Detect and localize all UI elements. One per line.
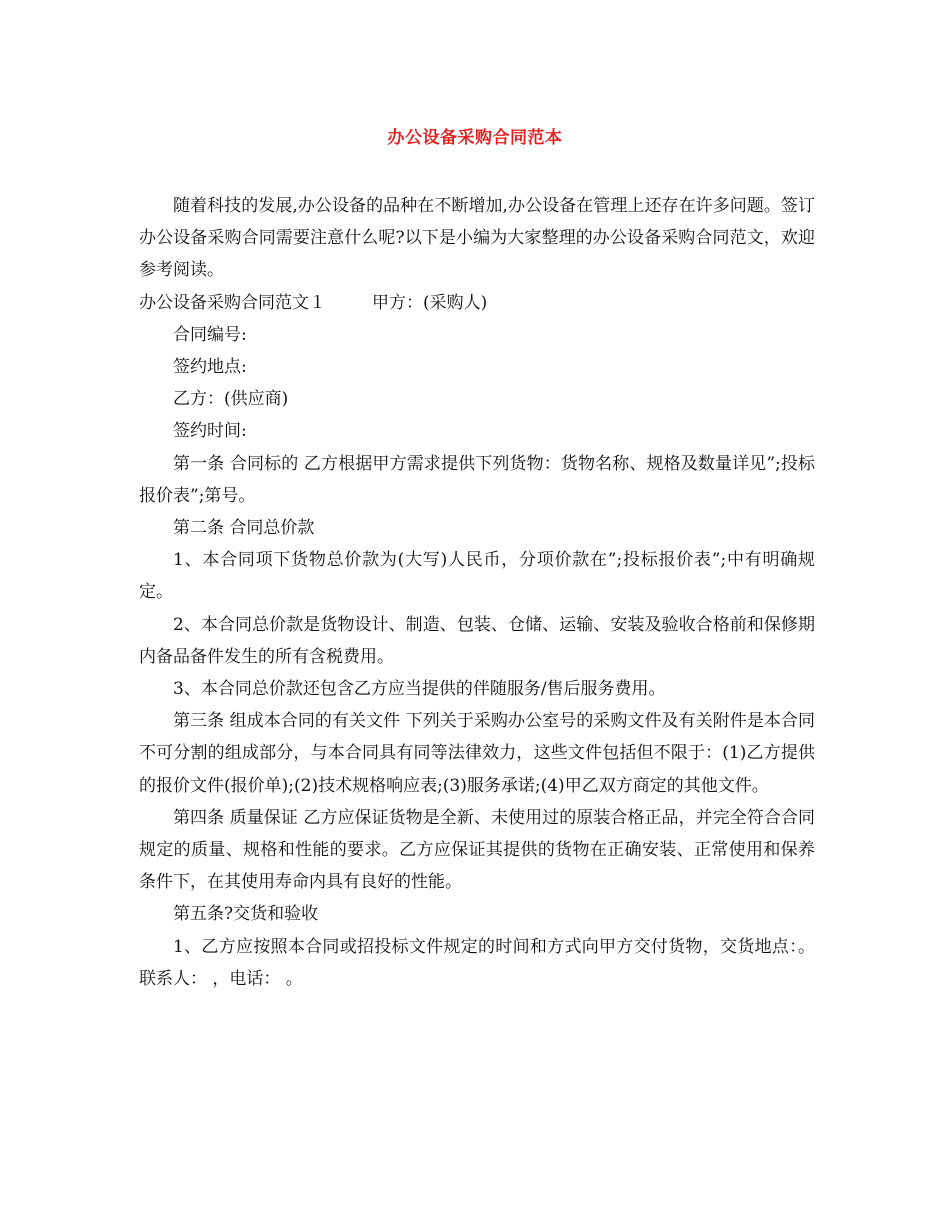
article-4: 第四条 质量保证 乙方应保证货物是全新、未使用过的原装合格正品，并完全符合合同规定的质量、规格和性能的要求。乙方应保证其提供的货物在正确安装、正常使用和保养条件下，在其使用寿命内具有良好的性能。 [139, 807, 815, 893]
document-title: 办公设备采购合同范本 [387, 128, 563, 148]
article-2-clause-1: 1、本合同项下货物总价款为(大写)人民币，分项价款在”;投标报价表”;中有明确规定。 [139, 550, 815, 603]
article-2-clause-2: 2、本合同总价款是货物设计、制造、包装、仓储、运输、安装及验收合格前和保修期内备品备件发生的所有含税费用。 [139, 614, 815, 667]
sample-heading: 办公设备采购合同范文１ [139, 292, 326, 313]
article-2-title: 第二条 合同总价款 [173, 518, 315, 539]
party-b-field: 乙方：(供应商) [173, 389, 289, 410]
article-3: 第三条 组成本合同的有关文件 下列关于采购办公室号的采购文件及有关附件是本合同不可分割的组成部分，与本合同具有同等法律效力，这些文件包括但不限于：(1)乙方提供的报价文件(报价单);(2)技术规格响应表;(3)服务承诺;(4)甲乙双方商定的其他文件。 [139, 711, 815, 796]
article-5-clause-1: 1、乙方应按照本合同或招投标文件规定的时间和方式向甲方交付货物，交货地点：。联系人： ，电话： 。 [139, 936, 815, 989]
sign-place-field: 签约地点: [173, 357, 247, 378]
article-2-clause-3: 3、本合同总价款还包含乙方应当提供的伴随服务/售后服务费用。 [173, 679, 666, 700]
sample-heading-line [139, 287, 815, 319]
sign-time-field: 签约时间: [173, 421, 247, 442]
article-5-title: 第五条?交货和验收 [173, 904, 319, 925]
document-body [139, 190, 815, 995]
intro-paragraph: 随着科技的发展,办公设备的品种在不断增加,办公设备在管理上还存在许多问题。签订办公设备采购合同需要注意什么呢?以下是小编为大家整理的办公设备采购合同范文，欢迎参考阅读。 [139, 196, 815, 281]
party-a-label: 甲方：(采购人) [372, 292, 488, 313]
article-1: 第一条 合同标的 乙方根据甲方需求提供下列货物：货物名称、规格及数量详见”;投标报价表”;第号。 [139, 453, 815, 506]
contract-number-field: 合同编号: [173, 324, 247, 345]
